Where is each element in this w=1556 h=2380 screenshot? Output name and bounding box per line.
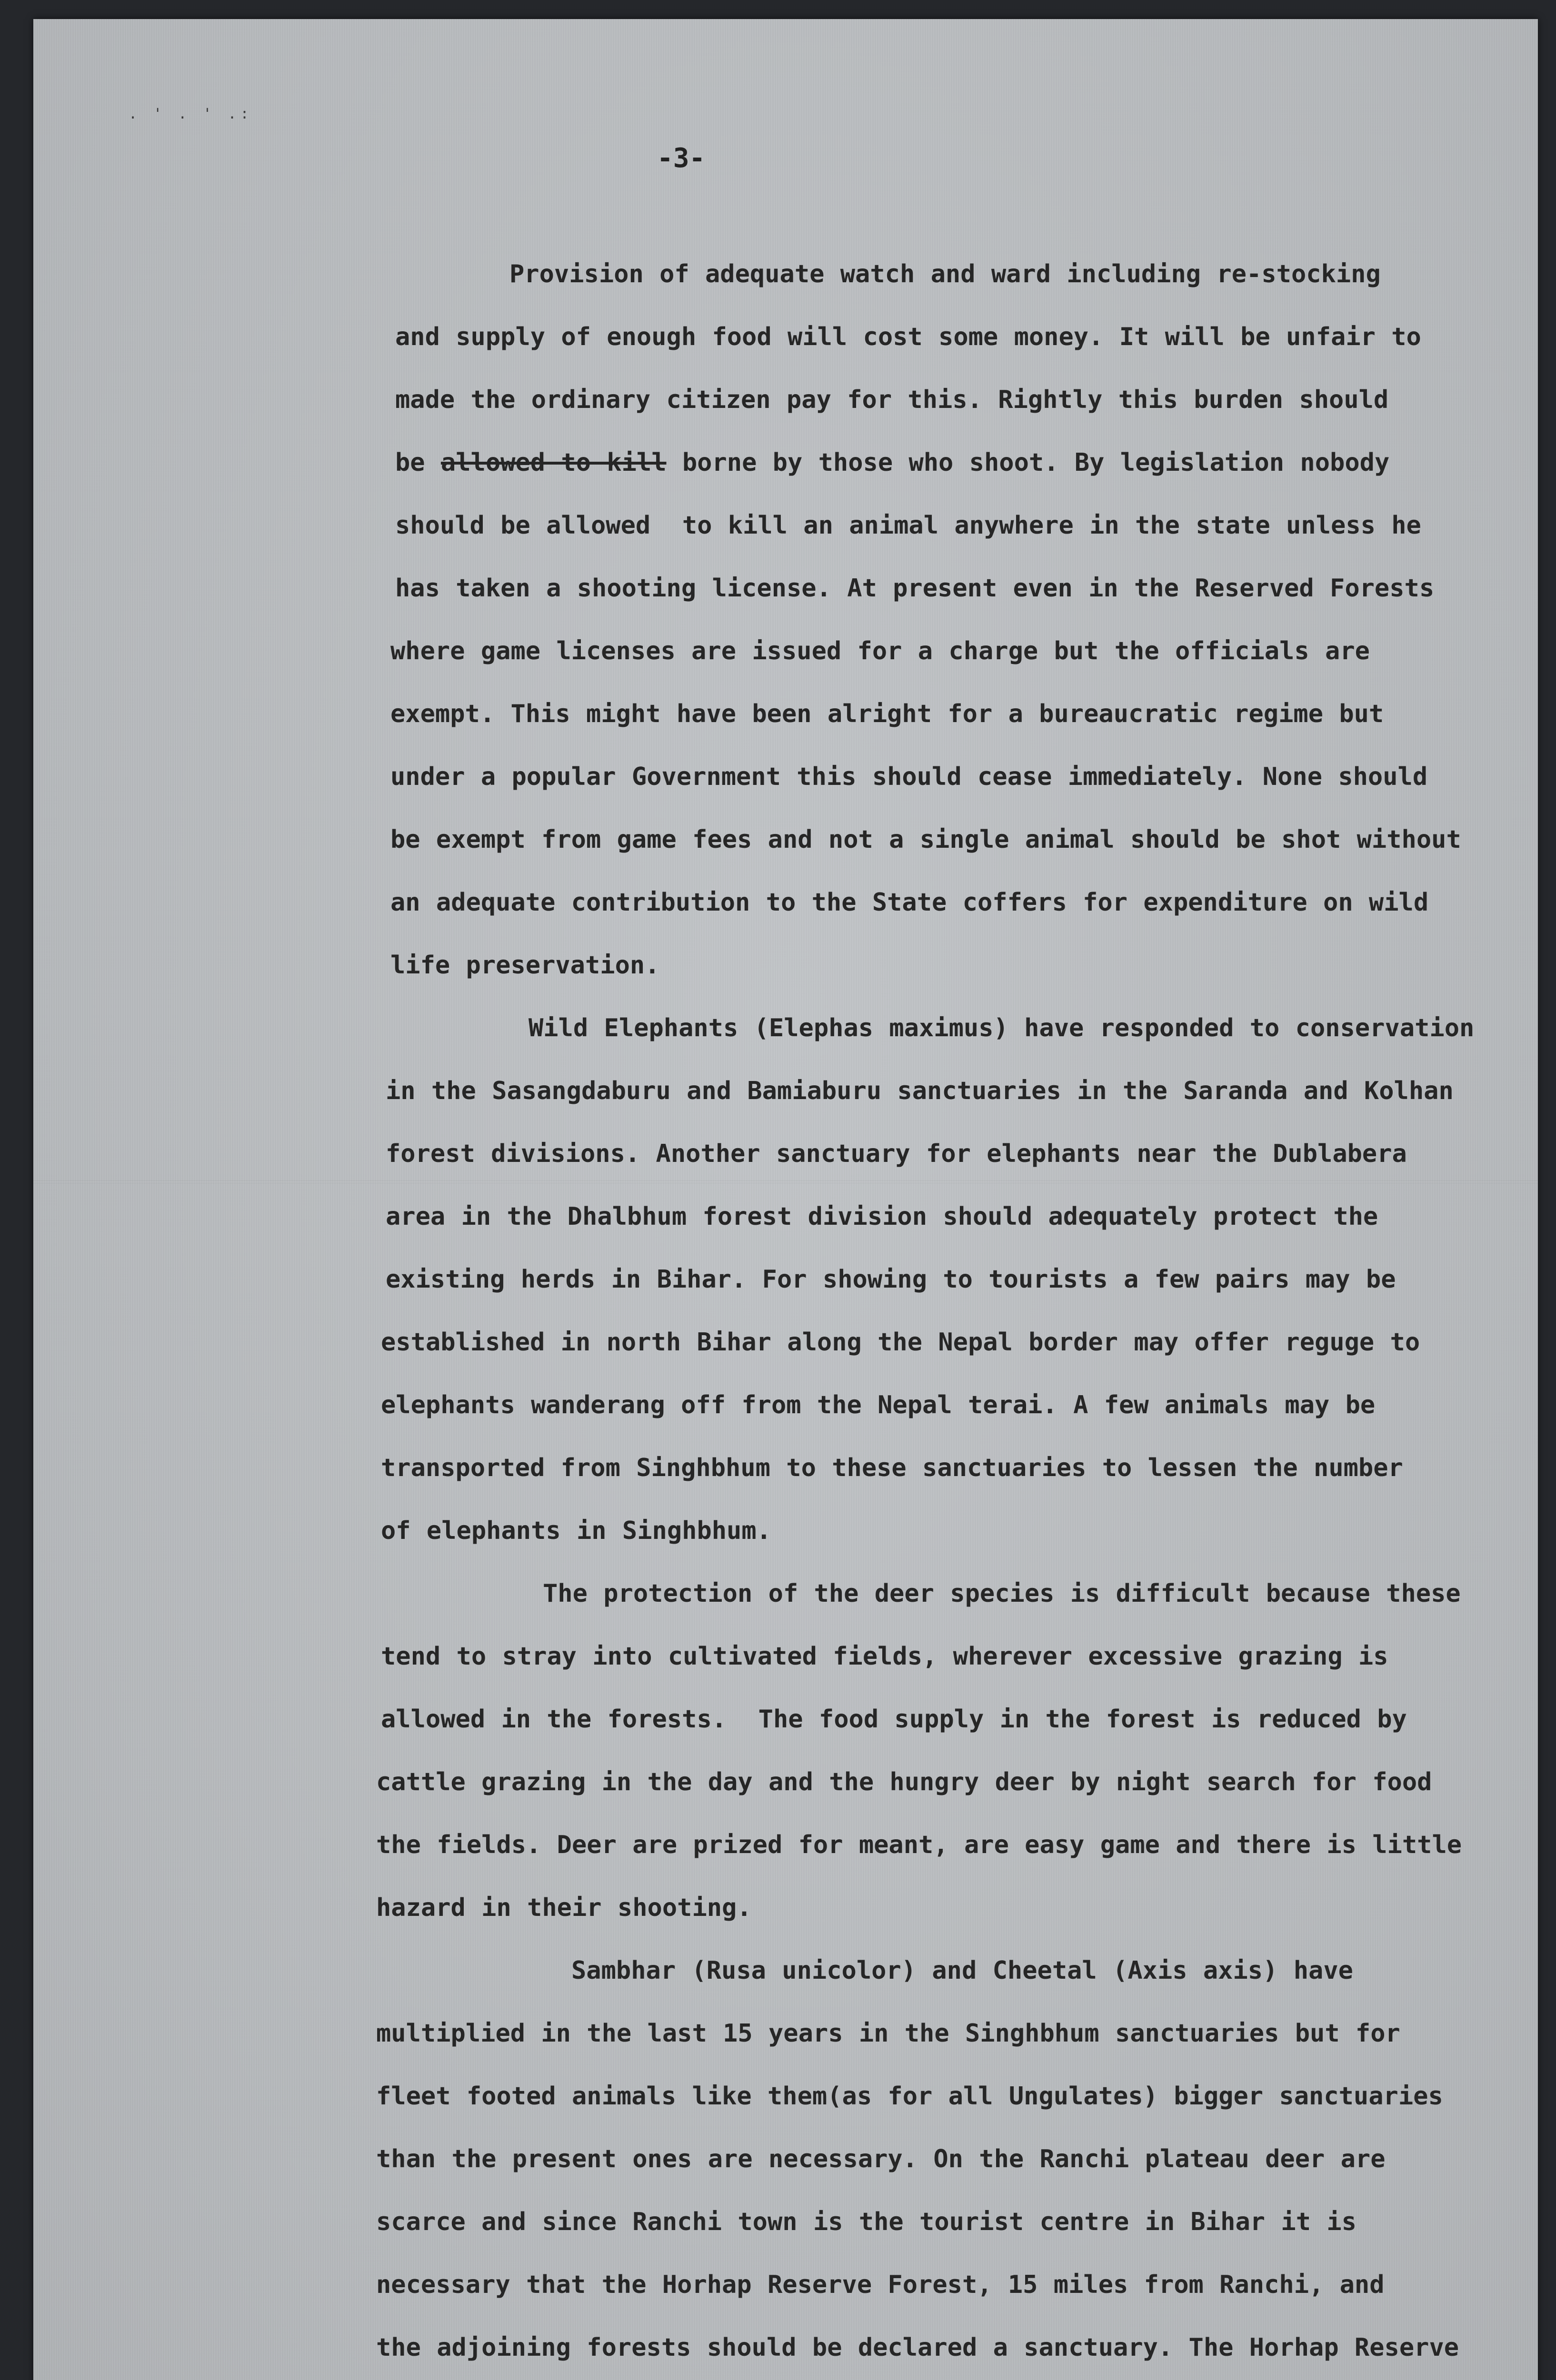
text-line: of elephants in Singhbhum. xyxy=(381,1517,771,1545)
text-line: elephants wanderang off from the Nepal terai. A few animals may be xyxy=(381,1391,1376,1419)
text-line: and supply of enough food will cost some money. It will be unfair to xyxy=(395,323,1421,351)
struck-out-text: allowed to kill xyxy=(440,448,667,477)
text-line: The protection of the deer species is difficult because these xyxy=(543,1579,1461,1608)
text-line: allowed in the forests. The food supply in the forest is reduced by xyxy=(381,1705,1407,1734)
text-line: multiplied in the last 15 years in the Singhbhum sanctuaries but for xyxy=(376,2019,1400,2048)
text-line: area in the Dhalbhum forest division should adequately protect the xyxy=(386,1202,1378,1231)
text-line: should be allowed to kill an animal anywhere in the state unless he xyxy=(395,511,1421,540)
text-line: tend to stray into cultivated fields, wherever excessive grazing is xyxy=(381,1642,1388,1671)
text-line: hazard in their shooting. xyxy=(376,1894,752,1922)
text-line: Wild Elephants (Elephas maximus) have responded to conservation xyxy=(529,1014,1475,1042)
text-line: cattle grazing in the day and the hungry deer by night search for food xyxy=(376,1768,1432,1796)
text-line: has taken a shooting license. At present even in the Reserved Forests xyxy=(395,574,1435,603)
text-line: where game licenses are issued for a charge but the officials are xyxy=(390,637,1370,665)
text-line: transported from Singhbhum to these sanctuaries to lessen the number xyxy=(381,1454,1403,1482)
text-line: exempt. This might have been alright for a bureaucratic regime but xyxy=(390,700,1384,728)
text-fragment xyxy=(667,448,682,477)
text-line: established in north Bihar along the Nepal border may offer reguge to xyxy=(381,1328,1420,1357)
text-fragment: borne by those who shoot. By legislation nobody xyxy=(682,448,1390,477)
text-line: the adjoining forests should be declared a sanctuary. The Horhap Reserve xyxy=(376,2333,1459,2362)
text-line: Sambhar (Rusa unicolor) and Cheetal (Axis axis) have xyxy=(571,1956,1353,1985)
text-line: in the Sasangdaburu and Bamiaburu sanctuaries in the Saranda and Kolhan xyxy=(386,1077,1454,1105)
text-line: the fields. Deer are prized for meant, are easy game and there is little xyxy=(376,1831,1462,1859)
text-line: scarce and since Ranchi town is the tourist centre in Bihar it is xyxy=(376,2208,1357,2236)
text-line: than the present ones are necessary. On the Ranchi plateau deer are xyxy=(376,2145,1386,2173)
text-line: an adequate contribution to the State coffers for expenditure on wild xyxy=(390,888,1429,917)
text-line: life preservation. xyxy=(390,951,660,980)
text-line: fleet footed animals like them(as for all Ungulates) bigger sanctuaries xyxy=(376,2082,1443,2111)
text-line: made the ordinary citizen pay for this. Rightly this burden should xyxy=(395,386,1389,414)
punch-marks: . ' . ' .: xyxy=(129,106,253,122)
page-number: -3- xyxy=(657,143,706,174)
text-line: under a popular Government this should cease immediately. None should xyxy=(390,763,1428,791)
text-line: existing herds in Bihar. For showing to tourists a few pairs may be xyxy=(386,1265,1396,1294)
text-fragment: be xyxy=(395,448,441,477)
text-line-with-strikethrough xyxy=(395,431,1519,494)
typed-text-body xyxy=(376,243,1519,2380)
text-line: Provision of adequate watch and ward including re-stocking xyxy=(509,260,1381,288)
text-line: necessary that the Horhap Reserve Forest, 15 miles from Ranchi, and xyxy=(376,2271,1385,2299)
text-line: forest divisions. Another sanctuary for elephants near the Dublabera xyxy=(386,1140,1407,1168)
text-line: be exempt from game fees and not a single animal should be shot without xyxy=(390,825,1461,854)
